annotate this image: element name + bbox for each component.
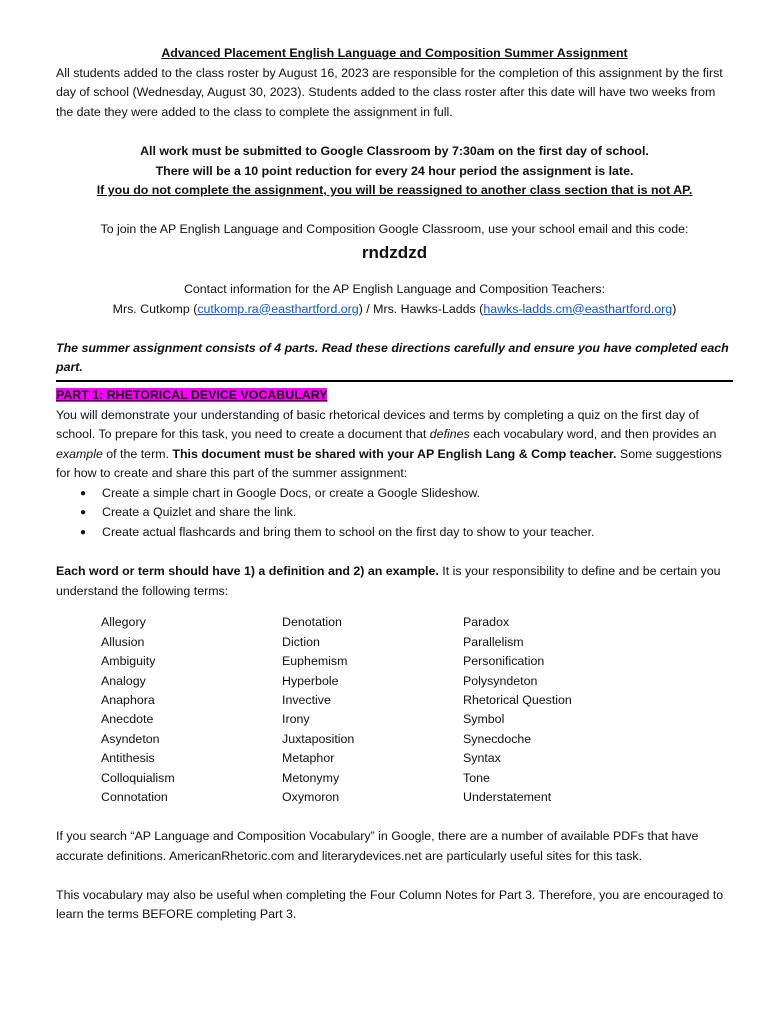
part1-text-a: You will demonstrate your understanding of basic rhetorical devices and terms by completing a quiz on the first day of school. To prepare for this task, you need to create a document that — [56, 407, 699, 442]
rule-reassignment: If you do not complete the assignment, you will be reassigned to another class section that is not AP. — [96, 183, 693, 198]
part3-note-paragraph: This vocabulary may also be useful when completing the Four Column Notes for Part 3. Therefore, you are encouraged to learn the terms BEFORE completing Part 3. — [56, 887, 724, 922]
part1-defines: defines — [429, 427, 470, 442]
term: Metonymy — [282, 770, 340, 785]
term: Symbol — [463, 712, 505, 727]
terms-intro — [56, 562, 733, 601]
term: Irony — [282, 712, 310, 727]
parts-note: The summer assignment consists of 4 parts. Read these directions carefully and ensure you have completed each part. — [56, 340, 729, 375]
teacher2-email-link[interactable]: hawks-ladds.cm@easthartford.org — [483, 301, 673, 316]
term: Colloquialism — [101, 770, 175, 785]
part1-text-d: Some suggestions for how to create and share this part of the summer assignment: — [56, 446, 722, 481]
suggestions-list — [56, 484, 733, 543]
term: Tone — [463, 770, 490, 785]
term: Anaphora — [101, 693, 155, 708]
class-code: rndzdzd — [361, 242, 428, 262]
term: Juxtaposition — [282, 731, 355, 746]
search-tip-paragraph: If you search “AP Language and Composition Vocabulary” in Google, there are a number of available PDFs that have accurate definitions. AmericanRhetoric.com and literarydevices.net are particularly useful sites for this task. — [56, 829, 699, 863]
term: Allusion — [101, 634, 145, 649]
term: Rhetorical Question — [463, 693, 572, 708]
intro-paragraph: All students added to the class roster by August 16, 2023 are responsible for the completion of this assignment by the first day of school (Wednesday, August 30, 2023). Students added to the class roster after this date will have two weeks from the date they were added to the class to complete the assignment in full. — [56, 65, 723, 119]
term: Hyperbole — [282, 673, 339, 688]
term: Personification — [463, 654, 545, 669]
document-title: Advanced Placement English Language and Composition Summer Assignment — [161, 46, 628, 60]
teacher1-name: Mrs. Cutkomp ( — [112, 301, 198, 316]
part1-heading: PART 1: RHETORICAL DEVICE VOCABULARY — [56, 387, 328, 402]
contact-close: ) — [672, 301, 677, 316]
term: Euphemism — [282, 654, 348, 669]
terms-table — [101, 613, 733, 807]
rule-late-penalty: There will be a 10 point reduction for every 24 hour period the assignment is late. — [155, 163, 634, 178]
terms-requirement: Each word or term should have 1) a definition and 2) an example. — [56, 564, 439, 579]
rule-submission: All work must be submitted to Google Classroom by 7:30am on the first day of school. — [140, 143, 649, 158]
term: Paradox — [463, 615, 510, 630]
terms-intro-rest: It is your responsibility to define and be certain you understand the following terms: — [56, 564, 721, 598]
term: Parallelism — [463, 634, 524, 649]
part1-share-note: This document must be shared with your AP English Lang & Comp teacher. — [172, 446, 617, 461]
teacher1-email-link[interactable]: cutkomp.ra@easthartford.org — [197, 301, 359, 316]
terms-column-2 — [282, 613, 463, 807]
terms-column-1 — [101, 613, 282, 807]
term: Polysyndeton — [463, 673, 538, 688]
part1-text-b: each vocabulary word, and then provides an — [469, 427, 717, 442]
term: Anecdote — [101, 712, 154, 727]
term: Allegory — [101, 615, 146, 630]
contact-heading: Contact information for the AP English Language and Composition Teachers: — [183, 281, 606, 296]
contact-line — [56, 300, 733, 320]
term: Oxymoron — [282, 790, 340, 805]
term: Diction — [282, 634, 320, 649]
term: Denotation — [282, 615, 342, 630]
part1-paragraph — [56, 406, 733, 484]
document-page — [56, 44, 733, 925]
term: Understatement — [463, 790, 552, 805]
term: Synecdoche — [463, 731, 532, 746]
term: Connotation — [101, 790, 168, 805]
list-item: ● Create actual flashcards and bring them to school on the first day to show to your teacher. — [102, 523, 733, 543]
terms-column-3 — [463, 613, 644, 807]
list-item: ● Create a Quizlet and share the link. — [102, 503, 733, 523]
part1-text-c: of the term. — [102, 446, 173, 461]
term: Metaphor — [282, 751, 335, 766]
join-instructions: To join the AP English Language and Composition Google Classroom, use your school email and this code: — [100, 222, 689, 237]
term: Antithesis — [101, 751, 155, 766]
list-item: ● Create a simple chart in Google Docs, or create a Google Slideshow. — [102, 484, 733, 504]
term: Syntax — [463, 751, 501, 766]
term: Ambiguity — [101, 654, 156, 669]
section-divider — [56, 380, 733, 382]
term: Analogy — [101, 673, 146, 688]
part1-example: example — [56, 446, 103, 461]
term: Invective — [282, 693, 331, 708]
contact-separator: ) / Mrs. Hawks-Ladds ( — [358, 301, 484, 316]
term: Asyndeton — [101, 731, 160, 746]
